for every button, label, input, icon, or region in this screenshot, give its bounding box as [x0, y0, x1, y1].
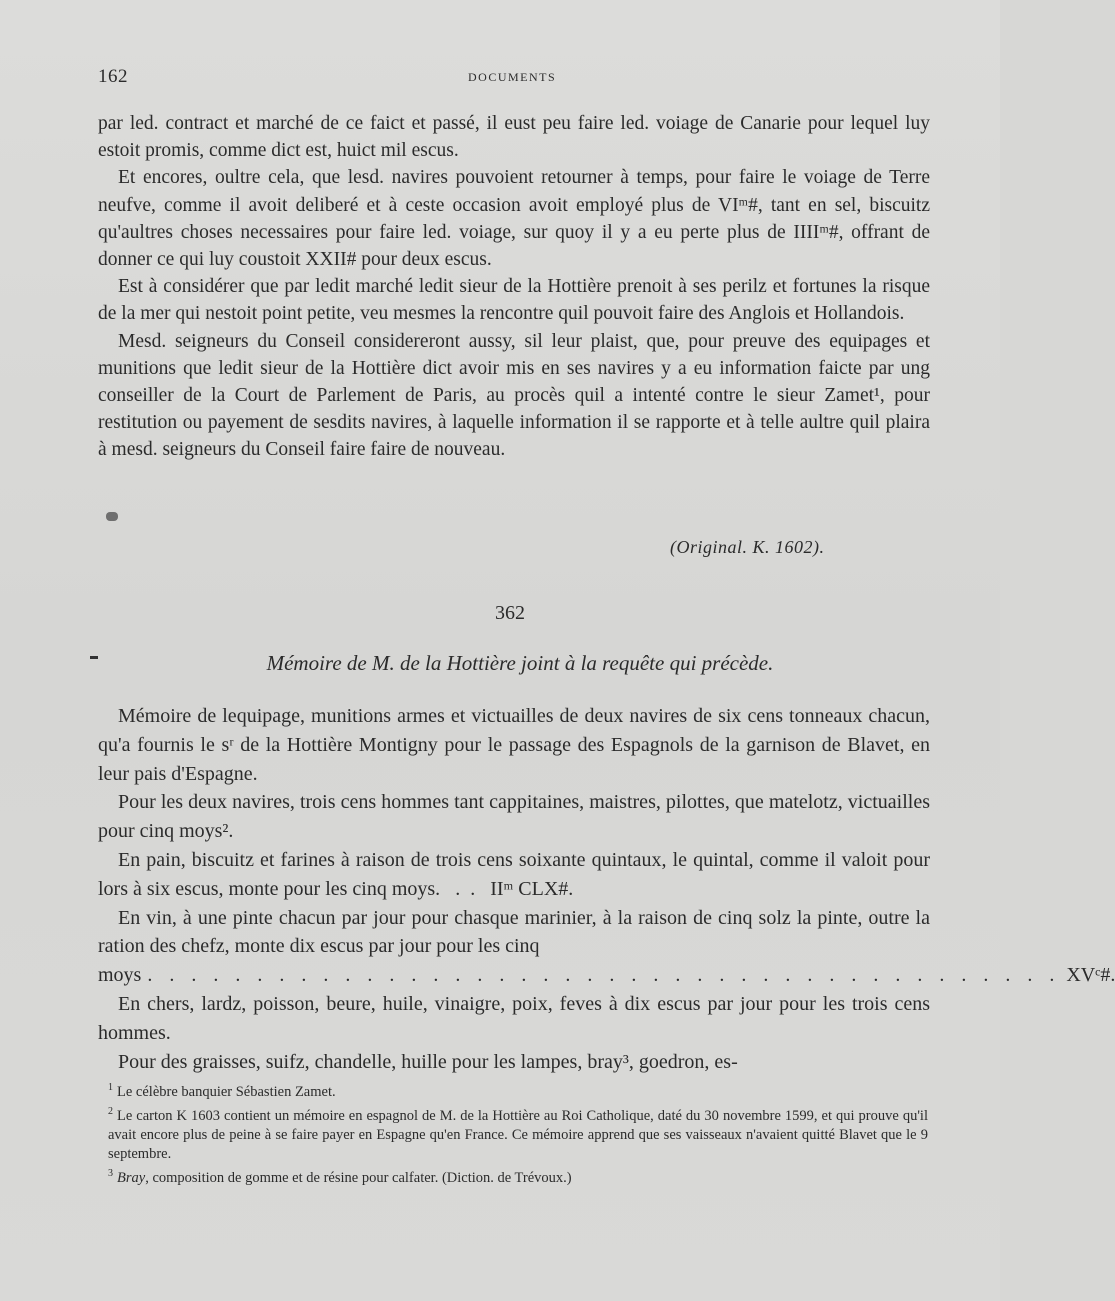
leader-line	[98, 961, 1115, 990]
footnote-text: Le célèbre banquier Sébastien Zamet.	[117, 1083, 336, 1100]
dot-leader: . . . . . . . . . . . . . . . . . . . . . . . . . . . . . . . . . . . . . . . . . .	[147, 964, 1061, 987]
paragraph: Et encores, oultre cela, que lesd. navires pouvoient retourner à temps, pour faire le voiage de Terre neufve, comme il avoit deliberé et à ceste occasion avoit employé plus de VIᵐ#, tant en sel, biscuitz qu'aultres choses necessaires pour faire led. voiage, sur quoy il y a eu perte plus de IIIIᵐ#, offrant de donner ce qui luy coustoit XXII# pour deux escus.	[98, 167, 930, 271]
ink-smudge	[106, 512, 118, 521]
entry-text: En pain, biscuitz et farines à raison de trois cens soixante quintaux, le quintal, comme il valoit pour lors à six escus, monte pour les cinq moys.	[98, 848, 930, 900]
letter-text-block	[98, 110, 930, 464]
paragraph: En chers, lardz, poisson, beure, huile, vinaigre, poix, feves à dix escus par jour pour les trois cens hommes.	[98, 992, 930, 1044]
footnote-text: Le carton K 1603 contient un mémoire en espagnol de M. de la Hottière au Roi Catholique, daté du 30 novembre 1599, et qui prouve qu'il avait encore plus de peine à se faire payer en Espagne qu'en France. Ce mémoire apprend que ses vaisseaux n'avaient quitté Blavet que le 9 septembre.	[108, 1107, 928, 1162]
source-citation: (Original. K. 1602).	[670, 537, 825, 557]
memoire-text-block	[98, 702, 1115, 1076]
running-head	[98, 66, 930, 90]
paragraph: par led. contract et marché de ce faict et passé, il eust peu faire led. voiage de Canarie pour lequel luy estoit promis, comme dict est, huict mil escus.	[98, 113, 930, 162]
footnotes	[108, 1078, 928, 1187]
running-head-title: DOCUMENTS	[468, 70, 557, 84]
footnote-3	[108, 1164, 928, 1188]
footnote-text: , composition de gomme et de résine pour calfater. (Diction. de Trévoux.)	[145, 1169, 572, 1186]
paragraph: Est à considérer que par ledit marché ledit sieur de la Hottière prenoit à ses perilz et fortunes la risque de la mer qui nestoit point petite, veu mesmes la rencontre quil pouvoit faire des Anglois et Hollandois.	[98, 276, 930, 325]
paragraph: Pour les deux navires, trois cens hommes tant cappitaines, maistres, pilottes, que matelotz, victuailles pour cinq moys².	[98, 791, 930, 843]
entry-text: moys	[98, 964, 142, 987]
paragraph: Pour des graisses, suifz, chandelle, huille pour les lampes, bray³, goedron, es-	[118, 1050, 738, 1073]
paragraph: Mesd. seigneurs du Conseil considereront aussy, sil leur plaist, que, pour preuve des equipages et munitions que ledit sieur de la Hottière dict avoir mis en ses navires y a eu information faicte par ung conseiller de la Court de Parlement de Paris, au procès quil a intenté contre le sieur Zamet¹, pour restitution ou payement de sesdits navires, à laquelle information il se rapporte et à telle aultre quil plaira à mesd. seigneurs du Conseil faire faire de nouveau.	[98, 330, 930, 461]
footnote-marker: 2	[108, 1105, 113, 1117]
entry-amount: XVᶜ#.	[1066, 964, 1115, 987]
footnote-marker: 3	[108, 1167, 113, 1179]
paragraph: Mémoire de lequipage, munitions armes et victuailles de deux navires de six cens tonneaux chacun, qu'a fournis le sʳ de la Hottière Montigny pour le passage des Espagnols de la garnison de Blavet, en leur pais d'Espagne.	[98, 705, 930, 785]
entry-amount: IIᵐ CLX#.	[490, 877, 574, 900]
footnote-1	[108, 1078, 928, 1102]
dot-leader: . .	[445, 877, 486, 900]
document-number: 362	[495, 602, 525, 624]
page-number: 162	[98, 66, 128, 87]
paragraph	[98, 846, 930, 904]
paragraph: En vin, à une pinte chacun par jour pour chasque marinier, à la raison de cinq solz la pinte, outre la ration des chefz, monte dix escus par jour pour les cinq	[98, 906, 930, 958]
footnote-2	[108, 1102, 928, 1164]
footnote-term: Bray	[117, 1169, 146, 1186]
document-title: Mémoire de M. de la Hottière joint à la requête qui précède.	[266, 651, 774, 675]
footnote-marker: 1	[108, 1082, 113, 1093]
